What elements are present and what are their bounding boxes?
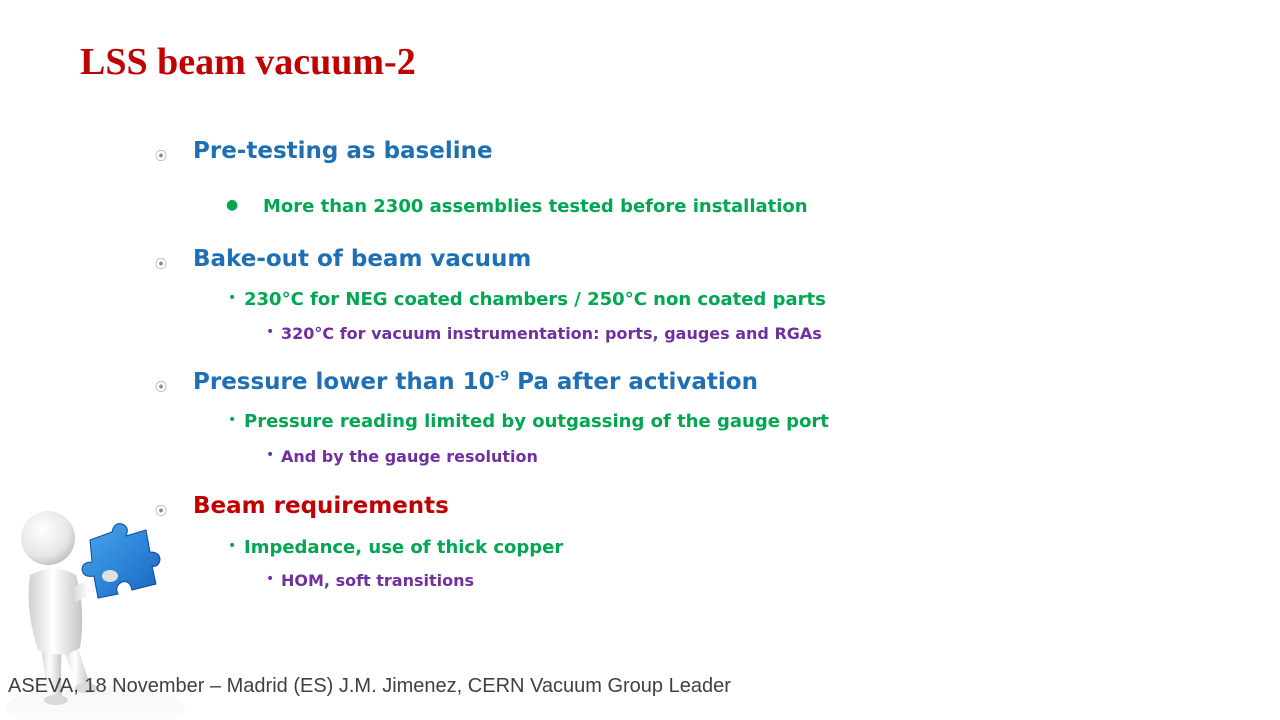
bullet-dot-icon: ● [226, 197, 239, 213]
bullet-item-instrumentation: 320°C for vacuum instrumentation: ports, gauges and RGAs [281, 324, 822, 343]
target-circle-icon: ⦿ [155, 149, 168, 163]
target-circle-icon: ⦿ [155, 257, 168, 271]
bullet-dot-icon: • [266, 571, 275, 587]
bullet-item-neg-coated: 230°C for NEG coated chambers / 250°C non coated parts [244, 289, 826, 310]
target-circle-icon: ⦿ [155, 504, 168, 518]
section-heading-bakeout: Bake-out of beam vacuum [193, 246, 532, 272]
pressure-heading-prefix: Pressure lower than 10 [193, 369, 495, 395]
slide-title: LSS beam vacuum-2 [80, 41, 416, 83]
bullet-dot-icon: • [228, 538, 237, 554]
bullet-dot-icon: • [266, 447, 275, 463]
footer-text: ASEVA, 18 November – Madrid (ES) J.M. Jimenez, CERN Vacuum Group Leader [8, 675, 731, 697]
target-circle-icon: ⦿ [155, 380, 168, 394]
bullet-dot-icon: • [228, 412, 237, 428]
bullet-item-pressure-reading: Pressure reading limited by outgassing of the gauge port [244, 411, 829, 432]
bullet-item-impedance: Impedance, use of thick copper [244, 537, 564, 558]
section-heading-pretesting: Pre-testing as baseline [193, 138, 493, 164]
bullet-dot-icon: • [228, 290, 237, 306]
bullet-item-gauge-resolution: And by the gauge resolution [281, 447, 538, 466]
bullet-item-hom: HOM, soft transitions [281, 571, 475, 590]
bullet-dot-icon: • [266, 324, 275, 340]
section-heading-pressure [193, 369, 758, 395]
pressure-heading-suffix: Pa after activation [509, 369, 758, 395]
bullet-item-assemblies: More than 2300 assemblies tested before installation [263, 196, 808, 217]
pressure-exponent: -9 [494, 369, 510, 385]
section-heading-beam-requirements: Beam requirements [193, 493, 449, 519]
